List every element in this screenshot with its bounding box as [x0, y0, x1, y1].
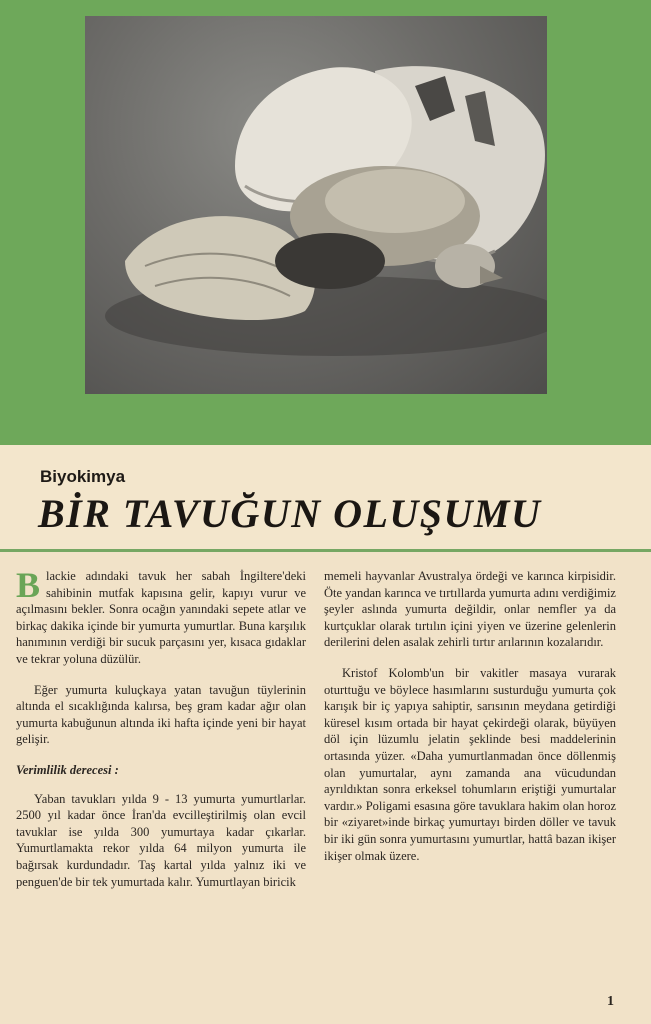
- subheading: Verimlilik derecesi :: [16, 762, 119, 777]
- paragraph-text: lackie adındaki tavuk her sabah İngiltere'deki sahibinin mutfak kapısına gelir, kapıyı vurur ve açılmasını bekler. Sonra ocağın yanındaki sepete atlar ve birkaç dakika içinde bir yumurta yumurtlar. Buna karşılık hanımının verdiği bir sucuk parçasını yer, kısaca gıdaklar ve tekrar yoluna düzülür.: [16, 569, 306, 666]
- paragraph: Yaban tavukları yılda 9 - 13 yumurta yumurtlarlar. 2500 yıl kadar önce İran'da evcilleştirilmiş olan evcil tavuklar ise yılda 300 yumurtaya kadar çıkarlar. Yumurtlamakta rekor yılda 64 milyon yumurta ile bağırsak kurdundadır. Taş kartal yılda yalnız iki ve penguen'de bir tek yumurtada kalır. Yumurtlayan biricik: [16, 791, 306, 889]
- text-column-right: [324, 568, 616, 878]
- text-column-left: [16, 565, 306, 904]
- header-divider: [0, 549, 651, 552]
- paragraph: Kristof Kolomb'un bir vakitler masaya vurarak oturttuğu ve böylece hasımlarını susturduğu yumurta çok karışık bir iç yapıya sahiptir, sarısının meydana getirdiği küresel kısım ortada bir hayat çekirdeği olarak, büyüyen döl için lüzumlu jelatin şeklinde besi maddelerinin ortasında yüzer. «Daha yumurtlanmadan önce döllenmiş olan yumurtalar, aynı zamanda ana vücudundan ayrıldıktan sonra erkeksel tohumların eriştiği yumurtalar vardır.» Poligami esasına göre tavuklara hakim olan horoz bir «ziyaret»inde birkaç yumurtayı birden döller ve tavuk bir iki gün sonra yumurtasını yumurtlar, hattâ bazan ikişer ikişer olmak üzere.: [324, 665, 616, 863]
- paragraph: Eğer yumurta kuluçkaya yatan tavuğun tüylerinin altında el sıcaklığında kalırsa, beş gram kadar ağır olan yumurta kabuğunun altında iki hafta içinde yeni bir hayat gelişir.: [16, 682, 306, 747]
- article-title: BİR TAVUĞUN OLUŞUMU: [38, 491, 542, 536]
- paragraph: memeli hayvanlar Avustralya ördeği ve karınca kirpisidir. Öte yandan karınca ve tırtıllarda yumurta adını verdiğimiz şeyler aslında yumurta değildir, onlar nemfler ya da kurtçuklar olarak tırtılın içini yiyen ve üzerine gelenlerin derilerini delen asalak zehirli tırtır arılarının kozalarıdır.: [324, 569, 616, 650]
- page-number: 1: [607, 994, 614, 1009]
- paragraph: [16, 565, 306, 668]
- drop-cap: B: [16, 565, 41, 605]
- chick-illustration: [85, 16, 547, 394]
- chick-hatching-photo: [85, 16, 547, 394]
- section-label: Biyokimya: [40, 467, 126, 486]
